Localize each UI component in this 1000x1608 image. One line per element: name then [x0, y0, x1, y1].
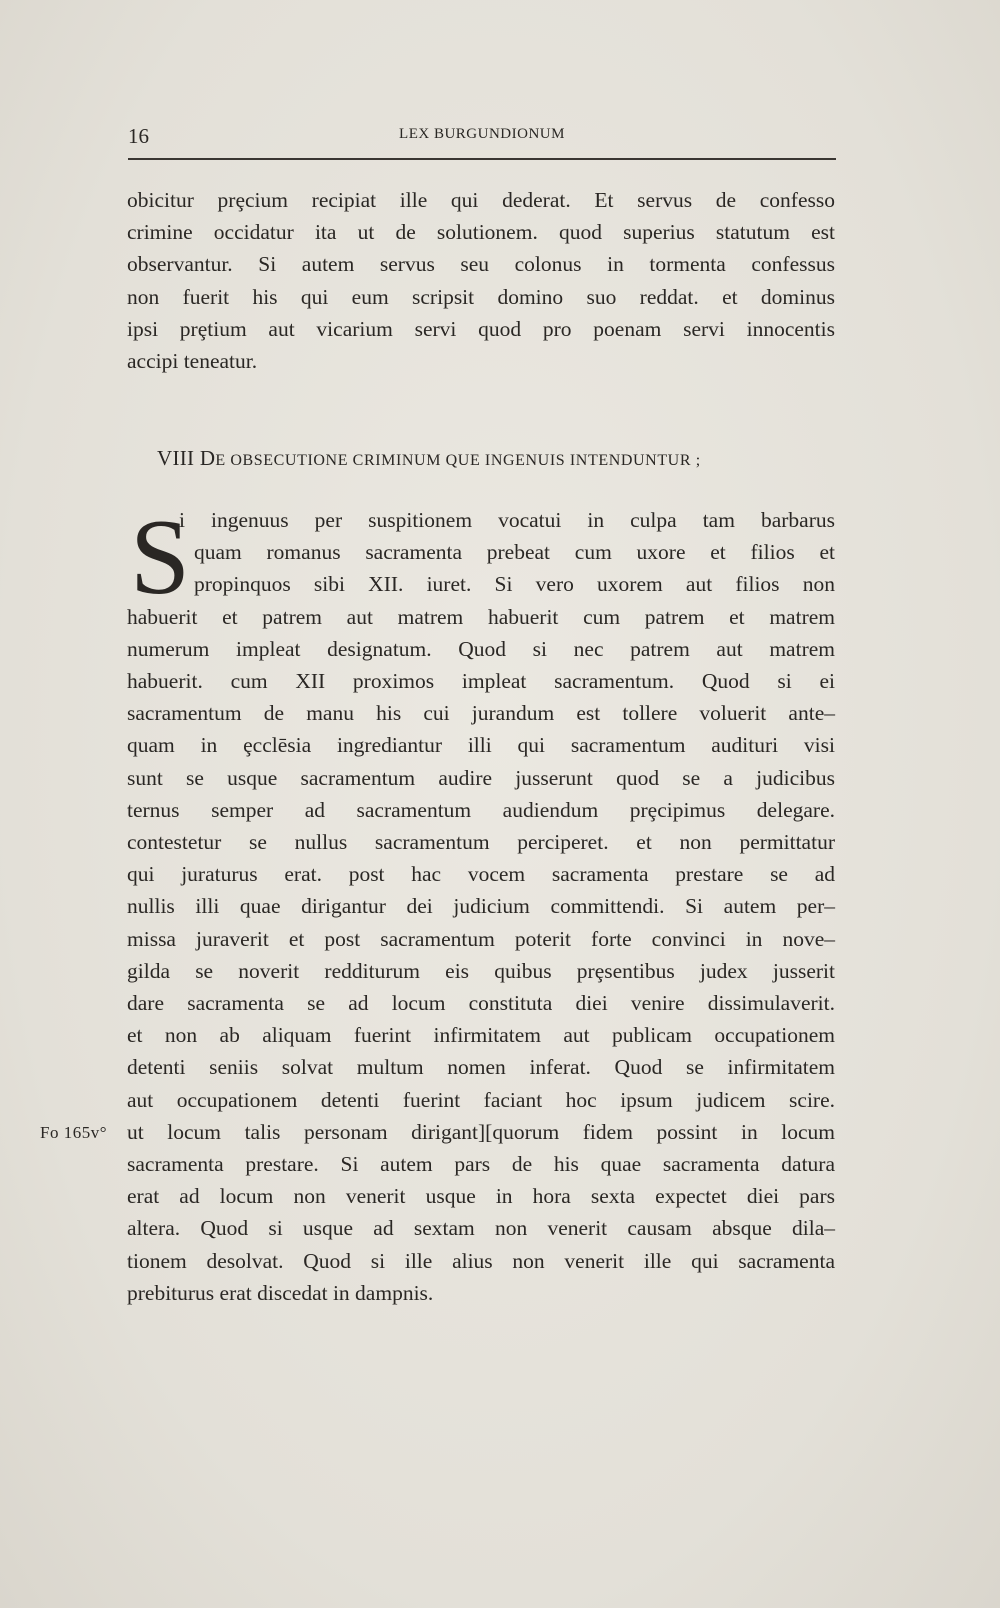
- text-line: quam in ȩcclēsia ingrediantur illi qui sacramentum audituri visi: [127, 733, 835, 758]
- text-line: aut occupationem detenti fuerint faciant hoc ipsum judicem scire.: [127, 1087, 835, 1112]
- paragraph-2: [127, 498, 835, 1309]
- text-line: dare sacramenta se ad locum constituta diei venire dissimulaverit.: [127, 991, 835, 1016]
- page-number: 16: [128, 124, 149, 148]
- text-line: sacramentum de manu his cui jurandum est tollere voluerit ante–: [127, 701, 835, 726]
- margin-folio-note: Fo 165v°: [40, 1123, 108, 1142]
- text-line: observantur. Si autem servus seu colonus in tormenta confessus: [127, 252, 835, 277]
- text-line: altera. Quod si usque ad sextam non venerit causam absque dila–: [127, 1216, 835, 1241]
- section-title: E OBSECUTIONE CRIMINUM QUE INGENUIS INTENDUNTUR ;: [215, 452, 701, 469]
- text-line: tionem desolvat. Quod si ille alius non venerit ille qui sacramenta: [127, 1248, 835, 1273]
- page-header: [128, 124, 836, 154]
- text-line: quam romanus sacramenta prebeat cum uxore et filios et: [194, 540, 835, 565]
- text-line: accipi teneatur.: [127, 349, 258, 374]
- text-line: erat ad locum non venerit usque in hora sexta expectet diei pars: [127, 1184, 835, 1209]
- text-line: non fuerit his qui eum scripsit domino suo reddat. et dominus: [127, 284, 835, 309]
- text-line: gilda se noverit redditurum eis quibus prȩsentibus judex jusserit: [127, 958, 835, 983]
- drop-cap: S: [130, 498, 191, 617]
- text-line: propinquos sibi XII. iuret. Si vero uxorem aut filios non: [194, 572, 835, 597]
- text-line: missa juraverit et post sacramentum poterit forte convinci in nove–: [127, 926, 835, 951]
- text-line: habuerit et patrem aut matrem habuerit cum patrem et matrem: [127, 604, 835, 629]
- text-line: qui juraturus erat. post hac vocem sacramenta prestare se ad: [127, 862, 835, 887]
- text-line: ipsi prȩtium aut vicarium servi quod pro poenam servi innocentis: [127, 316, 835, 341]
- header-rule: [128, 158, 836, 160]
- running-title: LEX BURGUNDIONUM: [399, 126, 565, 142]
- section-initial: D: [199, 446, 216, 470]
- text-line: sunt se usque sacramentum audire jusserunt quod se a judicibus: [127, 765, 835, 790]
- text-line: numerum impleat designatum. Quod si nec patrem aut matrem: [127, 636, 835, 661]
- text-line: detenti seniis solvat multum nomen inferat. Quod se infirmitatem: [127, 1055, 835, 1080]
- text-line: habuerit. cum XII proximos impleat sacramentum. Quod si ei: [127, 669, 835, 694]
- section-heading: [157, 446, 701, 471]
- text-line: i ingenuus per suspitionem vocatui in culpa tam barbarus: [179, 508, 835, 532]
- paragraph-1: [127, 184, 835, 377]
- text-line: nullis illi quae dirigantur dei judicium committendi. Si autem per–: [127, 894, 835, 919]
- text-line: ut locum talis personam dirigant][quorum fidem possint in locum: [127, 1119, 835, 1144]
- text-line: obicitur prȩcium recipiat ille qui dederat. Et servus de confesso: [127, 188, 835, 212]
- section-numeral: VIII: [157, 446, 195, 470]
- text-line: crimine occidatur ita ut de solutionem. quod superius statutum est: [127, 220, 835, 245]
- text-line: sacramenta prestare. Si autem pars de his quae sacramenta datura: [127, 1152, 835, 1177]
- text-line: prebiturus erat discedat in dampnis.: [127, 1280, 434, 1305]
- text-line: contestetur se nullus sacramentum perciperet. et non permittatur: [127, 830, 835, 855]
- text-line: et non ab aliquam fuerint infirmitatem aut publicam occupationem: [127, 1023, 835, 1048]
- text-line: ternus semper ad sacramentum audiendum prȩcipimus delegare.: [127, 797, 835, 822]
